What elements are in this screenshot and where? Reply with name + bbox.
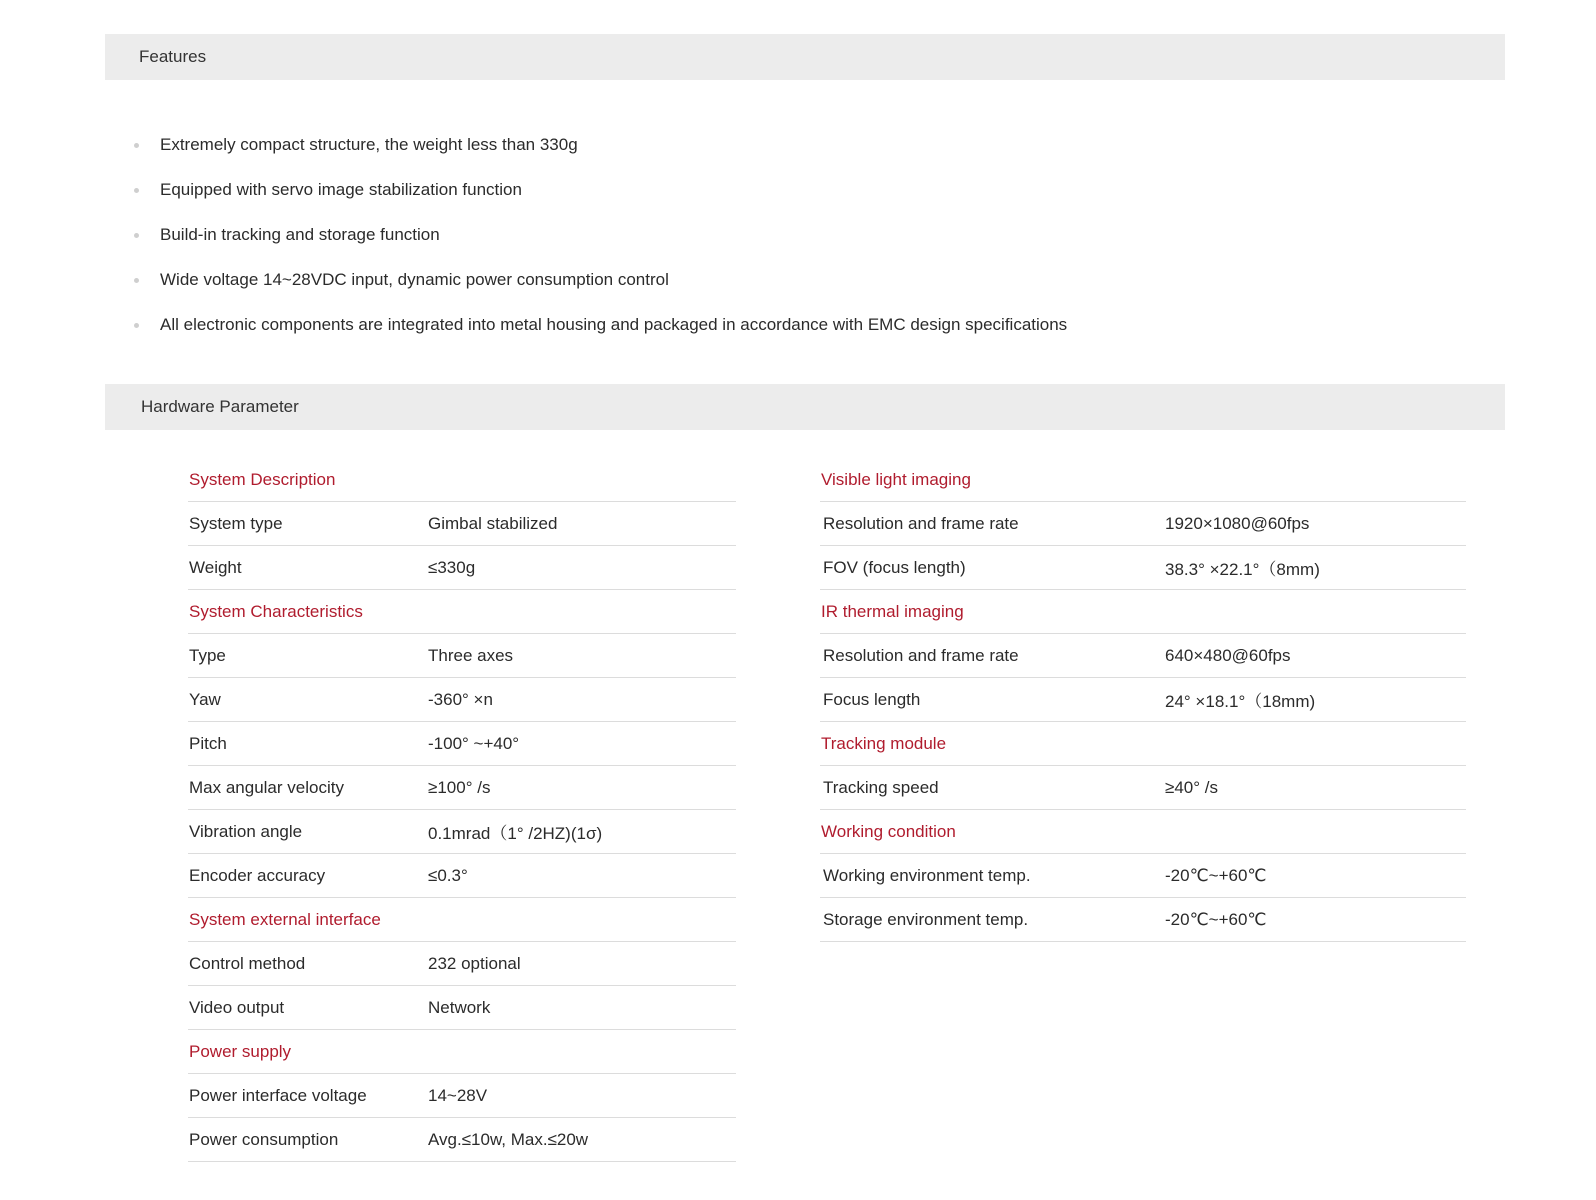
param-group-heading: [188, 590, 736, 634]
group-title: Tracking module: [821, 733, 947, 753]
param-row: [188, 766, 736, 810]
param-row: [188, 1118, 736, 1162]
hardware-title: Hardware Parameter: [141, 397, 299, 416]
param-value: -20℃~+60℃: [1165, 865, 1267, 885]
param-group-heading: [188, 898, 736, 942]
bullet-icon: [134, 143, 139, 148]
feature-item: [130, 122, 1430, 167]
param-row: [188, 722, 736, 766]
features-list: [130, 122, 1430, 347]
param-key: System type: [189, 513, 283, 533]
param-row: [188, 942, 736, 986]
param-group-heading: [188, 458, 736, 502]
param-row: [820, 502, 1466, 546]
param-value: Avg.≤10w, Max.≤20w: [428, 1129, 589, 1149]
param-key: Focus length: [823, 689, 921, 709]
group-title: Power supply: [189, 1041, 292, 1061]
param-value: -100° ~+40°: [428, 733, 520, 753]
hardware-params-left: [188, 458, 736, 1162]
param-key: Power interface voltage: [189, 1085, 367, 1105]
param-key: Control method: [189, 953, 306, 973]
param-value: 232 optional: [428, 953, 521, 973]
param-row: [188, 546, 736, 590]
param-row: [820, 546, 1466, 590]
param-key: Working environment temp.: [823, 865, 1031, 885]
param-value: ≥100° /s: [428, 777, 491, 797]
param-value: 14~28V: [428, 1085, 488, 1105]
param-key: Resolution and frame rate: [823, 513, 1019, 533]
param-key: Encoder accuracy: [189, 865, 326, 885]
feature-item: [130, 212, 1430, 257]
features-title: Features: [139, 47, 207, 66]
param-key: Max angular velocity: [189, 777, 344, 797]
param-row: [820, 678, 1466, 722]
param-value: 38.3° ×22.1°（8mm): [1165, 560, 1320, 579]
param-key: Tracking speed: [823, 777, 939, 797]
feature-item: [130, 167, 1430, 212]
param-key: Weight: [189, 557, 242, 577]
param-value: -20℃~+60℃: [1165, 909, 1267, 929]
param-row: [188, 986, 736, 1030]
hardware-section-header: [105, 384, 1505, 430]
hardware-params-right: [820, 458, 1466, 942]
param-row: [188, 678, 736, 722]
param-value: 1920×1080@60fps: [1165, 513, 1310, 533]
bullet-icon: [134, 278, 139, 283]
group-title: Visible light imaging: [821, 469, 971, 489]
param-row: [820, 766, 1466, 810]
param-key: Vibration angle: [189, 821, 303, 841]
param-group-heading: [820, 722, 1466, 766]
param-group-heading: [188, 1030, 736, 1074]
bullet-icon: [134, 233, 139, 238]
param-value: Three axes: [428, 645, 514, 665]
param-key: Power consumption: [189, 1129, 339, 1149]
feature-text: Build-in tracking and storage function: [160, 224, 440, 244]
feature-text: All electronic components are integrated into metal housing and packaged in accordance with EMC design specifications: [160, 314, 1068, 334]
feature-text: Wide voltage 14~28VDC input, dynamic power consumption control: [160, 269, 669, 289]
param-row: [188, 854, 736, 898]
param-row: [188, 502, 736, 546]
param-row: [820, 854, 1466, 898]
param-value: Gimbal stabilized: [428, 513, 558, 533]
param-key: Pitch: [189, 733, 227, 753]
param-row: [188, 634, 736, 678]
param-key: Resolution and frame rate: [823, 645, 1019, 665]
param-value: ≤330g: [428, 557, 476, 577]
feature-text: Equipped with servo image stabilization function: [160, 179, 522, 199]
param-value: 24° ×18.1°（18mm): [1165, 692, 1316, 711]
param-value: ≤0.3°: [428, 865, 468, 885]
param-group-heading: [820, 458, 1466, 502]
param-value: 0.1mrad（1° /2HZ)(1σ): [428, 824, 603, 843]
param-group-heading: [820, 810, 1466, 854]
group-title: System Characteristics: [189, 601, 363, 621]
param-row: [820, 898, 1466, 942]
bullet-icon: [134, 188, 139, 193]
param-row: [820, 634, 1466, 678]
param-row: [188, 810, 736, 854]
param-value: ≥40° /s: [1165, 777, 1218, 797]
param-key: Video output: [189, 997, 285, 1017]
feature-text: Extremely compact structure, the weight less than 330g: [160, 134, 578, 154]
param-key: FOV (focus length): [823, 557, 966, 577]
group-title: System Description: [189, 469, 336, 489]
param-key: Storage environment temp.: [823, 909, 1029, 929]
param-group-heading: [820, 590, 1466, 634]
param-value: Network: [428, 997, 491, 1017]
feature-item: [130, 257, 1430, 302]
param-key: Type: [189, 645, 226, 665]
group-title: System external interface: [189, 909, 381, 929]
param-key: Yaw: [189, 689, 221, 709]
group-title: IR thermal imaging: [821, 601, 964, 621]
param-value: -360° ×n: [428, 689, 493, 709]
param-row: [188, 1074, 736, 1118]
group-title: Working condition: [821, 821, 956, 841]
features-section-header: [105, 34, 1505, 80]
bullet-icon: [134, 323, 139, 328]
param-value: 640×480@60fps: [1165, 645, 1291, 665]
feature-item: [130, 302, 1430, 347]
